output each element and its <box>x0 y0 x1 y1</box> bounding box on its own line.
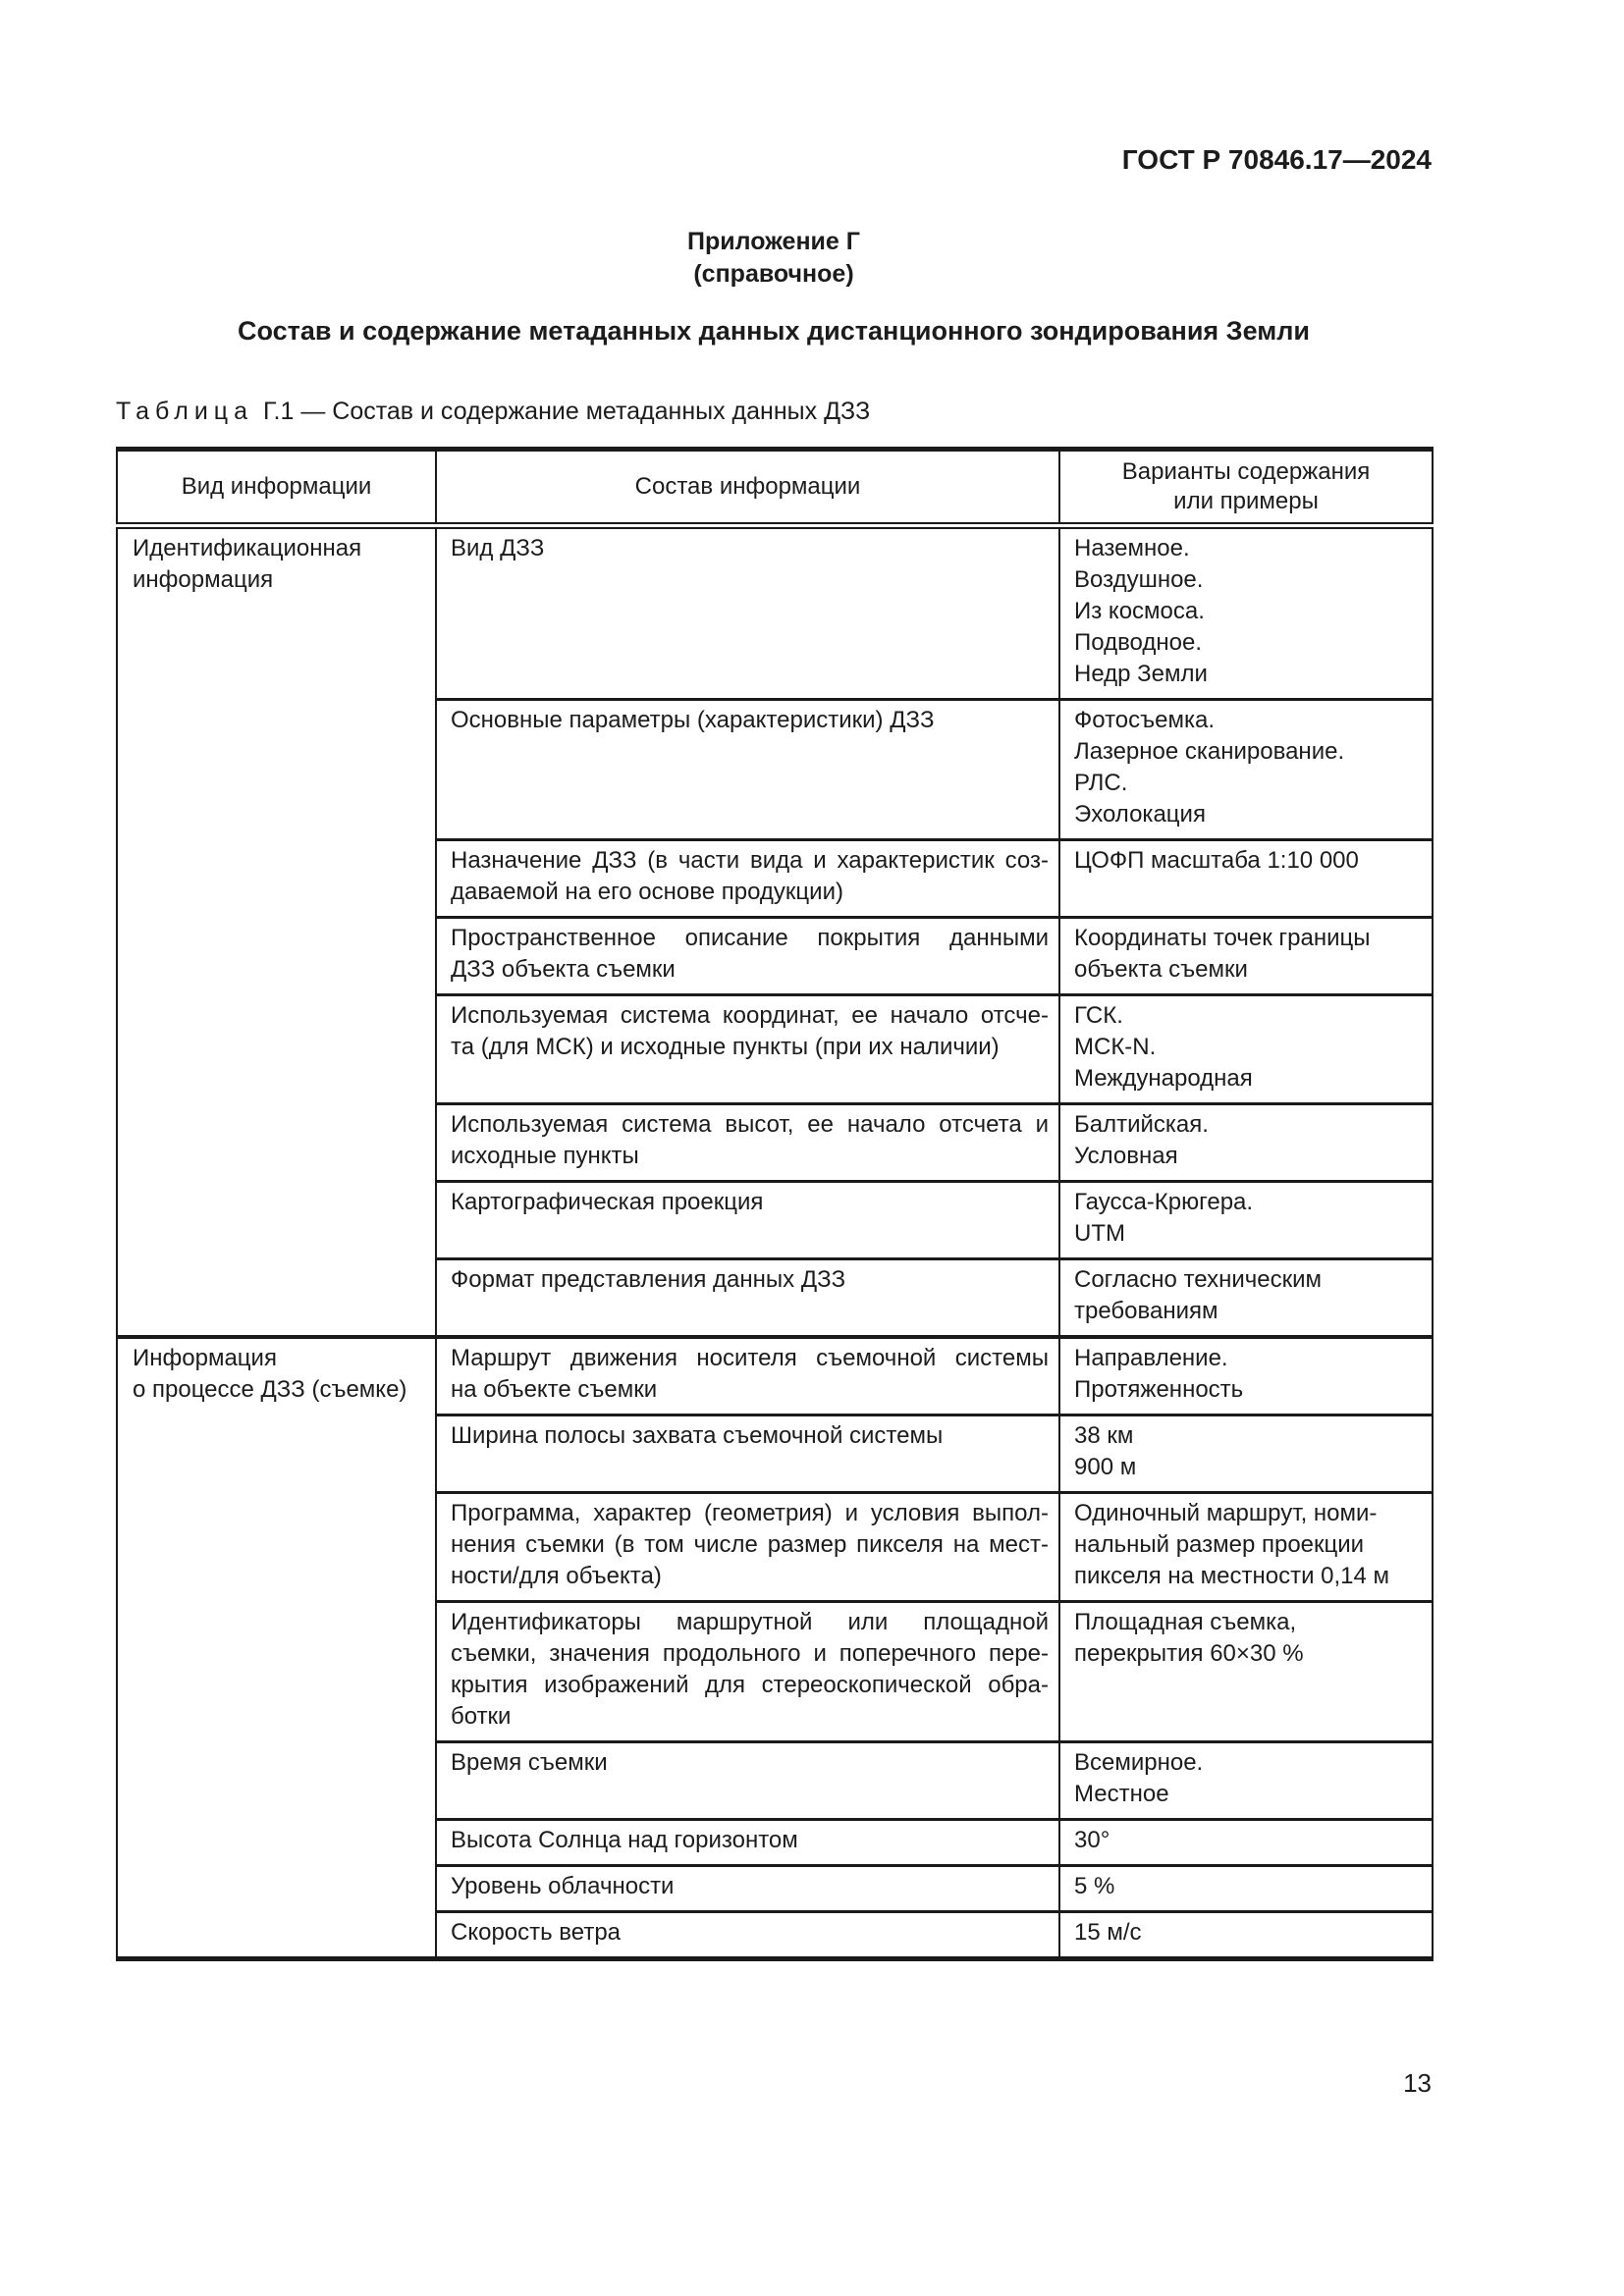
composition-cell <box>436 1602 1059 1742</box>
examples-cell <box>1059 1602 1433 1742</box>
examples-cell <box>1059 918 1433 995</box>
table-caption <box>116 396 1432 427</box>
examples-line: Условная <box>1074 1143 1178 1169</box>
composition-line: ботки <box>451 1703 512 1730</box>
examples-line: нальный размер проекции <box>1074 1531 1365 1558</box>
composition-line: Идентификаторы маршрутной или площадной <box>451 1609 1049 1635</box>
composition-line: Маршрут движения носителя съемочной системы <box>451 1345 1049 1371</box>
composition-cell <box>436 1912 1059 1959</box>
examples-line: Всемирное. <box>1074 1749 1204 1776</box>
examples-cell <box>1059 526 1433 700</box>
composition-line: нения съемки (в том числе размер пикселя на мест- <box>451 1531 1049 1558</box>
examples-cell <box>1059 1259 1433 1338</box>
composition-cell <box>436 918 1059 995</box>
composition-cell <box>436 1415 1059 1493</box>
composition-cell <box>436 1820 1059 1866</box>
composition-cell <box>436 1493 1059 1602</box>
examples-cell <box>1059 1866 1433 1912</box>
column-header-content-variants: Варианты содержания или примеры <box>1059 450 1433 526</box>
examples-cell <box>1059 995 1433 1104</box>
examples-line: Наземное. <box>1074 535 1190 561</box>
examples-line: требованиям <box>1074 1298 1218 1324</box>
composition-line: съемки, значения продольного и поперечного пере- <box>451 1640 1049 1667</box>
composition-cell <box>436 1742 1059 1820</box>
composition-cell <box>436 1259 1059 1338</box>
composition-line: Вид ДЗЗ <box>451 535 545 561</box>
composition-line: крытия изображений для стереоскопической обра- <box>451 1672 1049 1698</box>
composition-line: Используемая система высот, ее начало отсчета и <box>451 1111 1049 1138</box>
examples-line: Подводное. <box>1074 629 1202 656</box>
examples-line: ГСК. <box>1074 1002 1123 1029</box>
info-type-line: Информация <box>133 1345 277 1371</box>
examples-line: Координаты точек границы <box>1074 925 1371 951</box>
examples-line: Воздушное. <box>1074 566 1204 593</box>
table-row <box>117 1337 1433 1415</box>
composition-line: ности/для объекта) <box>451 1563 662 1589</box>
composition-line: исходные пункты <box>451 1143 639 1169</box>
column-header-info-type: Вид информации <box>117 450 436 526</box>
composition-line: Формат представления данных ДЗЗ <box>451 1266 846 1293</box>
table-row <box>117 526 1433 700</box>
composition-line: Ширина полосы захвата съемочной системы <box>451 1422 944 1449</box>
examples-cell <box>1059 1742 1433 1820</box>
examples-cell <box>1059 1104 1433 1182</box>
examples-line: Эхолокация <box>1074 801 1206 828</box>
examples-line: 900 м <box>1074 1454 1137 1480</box>
composition-line: Основные параметры (характеристики) ДЗЗ <box>451 707 935 733</box>
examples-line: МСК-N. <box>1074 1034 1157 1060</box>
document-heading: Состав и содержание метаданных данных дистанционного зондирования Земли <box>238 316 1310 346</box>
examples-line: Местное <box>1074 1781 1169 1807</box>
examples-line: Согласно техническим <box>1074 1266 1322 1293</box>
examples-line: Лазерное сканирование. <box>1074 738 1345 765</box>
composition-line: та (для МСК) и исходные пункты (при их наличии) <box>451 1034 1000 1060</box>
composition-line: Программа, характер (геометрия) и условия выпол- <box>451 1500 1049 1526</box>
examples-line: Гаусса-Крюгера. <box>1074 1189 1254 1215</box>
examples-cell <box>1059 1912 1433 1959</box>
examples-cell <box>1059 1820 1433 1866</box>
metadata-table <box>116 447 1434 1961</box>
examples-cell <box>1059 1493 1433 1602</box>
examples-line: ЦОФП масштаба 1:10 000 <box>1074 847 1359 874</box>
examples-line: пикселя на местности 0,14 м <box>1074 1563 1390 1589</box>
composition-cell <box>436 1866 1059 1912</box>
column-header-info-composition: Состав информации <box>436 450 1059 526</box>
table-caption-word: Таблица <box>116 398 254 425</box>
examples-line: перекрытия 60×30 % <box>1074 1640 1304 1667</box>
examples-cell <box>1059 700 1433 840</box>
examples-line: UTM <box>1074 1220 1125 1247</box>
composition-cell <box>436 526 1059 700</box>
composition-cell <box>436 700 1059 840</box>
examples-line: Площадная съемка, <box>1074 1609 1297 1635</box>
standard-reference: ГОСТ Р 70846.17—2024 <box>1121 144 1432 175</box>
annex-block <box>116 226 1432 291</box>
composition-line: Назначение ДЗЗ (в части вида и характеристик соз- <box>451 847 1049 874</box>
examples-cell <box>1059 840 1433 918</box>
table-header <box>117 450 1433 526</box>
composition-cell <box>436 840 1059 918</box>
examples-line: объекта съемки <box>1074 956 1248 983</box>
composition-cell <box>436 1337 1059 1415</box>
composition-line: даваемой на его основе продукции) <box>451 879 843 905</box>
info-type-line: о процессе ДЗЗ (съемке) <box>133 1376 407 1403</box>
composition-cell <box>436 1182 1059 1259</box>
composition-line: ДЗЗ объекта съемки <box>451 956 676 983</box>
examples-line: 5 % <box>1074 1873 1115 1899</box>
examples-line: 30° <box>1074 1827 1110 1853</box>
composition-cell <box>436 995 1059 1104</box>
composition-line: Используемая система координат, ее начало отсче- <box>451 1002 1049 1029</box>
examples-line: Направление. <box>1074 1345 1228 1371</box>
examples-line: Международная <box>1074 1065 1253 1092</box>
examples-line: Фотосъемка. <box>1074 707 1216 733</box>
info-type-line: Идентификационная <box>133 535 362 561</box>
composition-cell <box>436 1104 1059 1182</box>
info-type-cell <box>117 1337 436 1959</box>
examples-line: Из космоса. <box>1074 598 1205 624</box>
examples-line: РЛС. <box>1074 770 1128 796</box>
table-caption-text: Г.1 — Состав и содержание метаданных данных ДЗЗ <box>263 398 871 425</box>
composition-line: на объекте съемки <box>451 1376 658 1403</box>
examples-cell <box>1059 1337 1433 1415</box>
examples-cell <box>1059 1415 1433 1493</box>
table-body <box>117 526 1433 1959</box>
annex-subtitle: (справочное) <box>693 260 854 288</box>
composition-line: Высота Солнца над горизонтом <box>451 1827 798 1853</box>
composition-line: Пространственное описание покрытия данными <box>451 925 1049 951</box>
composition-line: Уровень облачности <box>451 1873 675 1899</box>
composition-line: Картографическая проекция <box>451 1189 764 1215</box>
examples-line: 38 км <box>1074 1422 1134 1449</box>
examples-line: Одиночный маршрут, номи- <box>1074 1500 1378 1526</box>
examples-line: 15 м/с <box>1074 1919 1142 1946</box>
examples-line: Недр Земли <box>1074 661 1208 687</box>
composition-line: Время съемки <box>451 1749 608 1776</box>
page-number: 13 <box>1403 2068 1432 2098</box>
examples-cell <box>1059 1182 1433 1259</box>
annex-title: Приложение Г <box>687 228 860 255</box>
composition-line: Скорость ветра <box>451 1919 622 1946</box>
info-type-line: информация <box>133 566 274 593</box>
examples-line: Протяженность <box>1074 1376 1244 1403</box>
examples-line: Балтийская. <box>1074 1111 1209 1138</box>
info-type-cell <box>117 526 436 1338</box>
